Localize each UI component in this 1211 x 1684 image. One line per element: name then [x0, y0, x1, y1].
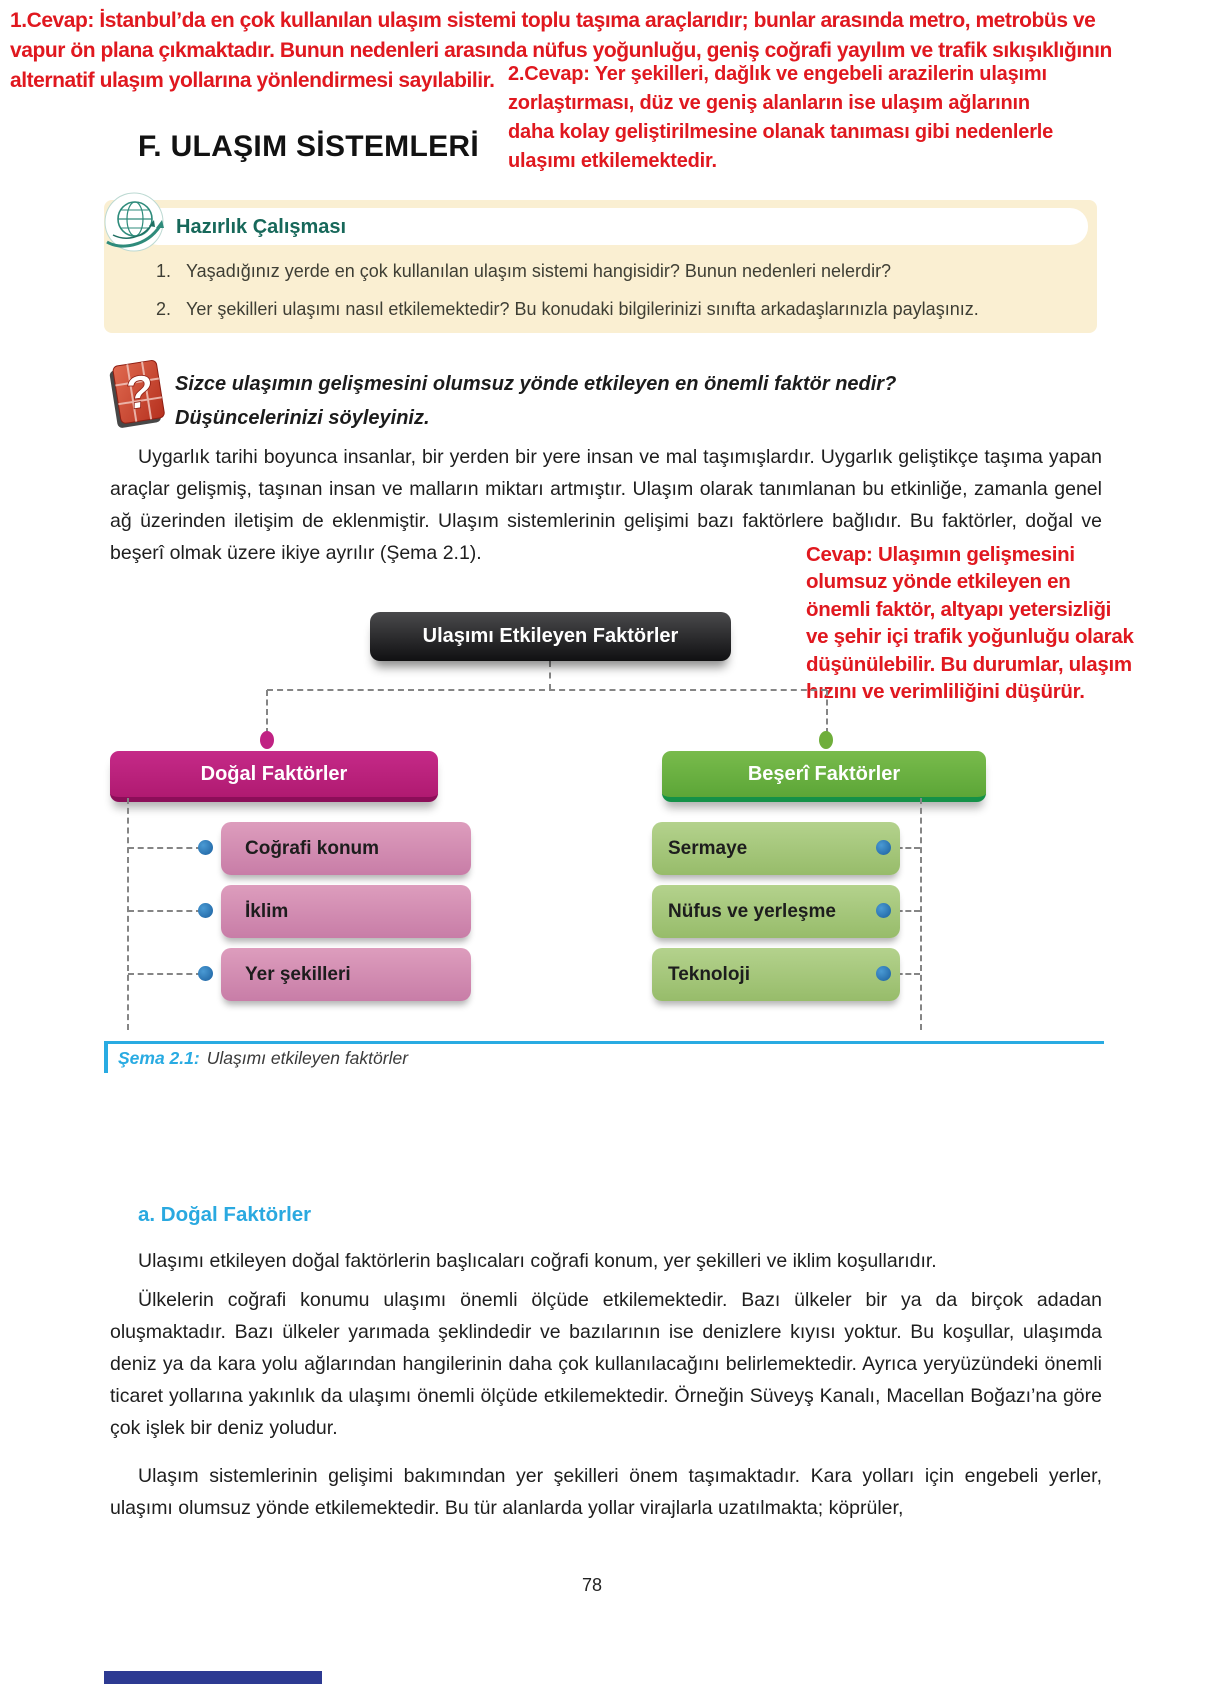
- annotation-line: olumsuz yönde etkileyen en: [806, 570, 1071, 594]
- discussion-line: Sizce ulaşımın gelişmesini olumsuz yönde etkileyen en önemli faktör nedir?: [175, 373, 897, 395]
- question-text: Yaşadığınız yerde en çok kullanılan ulaşım sistemi hangisidir? Bunun nedenleri nelerdir?: [186, 261, 892, 281]
- paragraph-intro: Uygarlık tarihi boyunca insanlar, bir yerden bir yere insan ve mal taşımışlardır. Uygarlık geliştikçe taşıma yapan araçlar gelişmiş, taşınan insan ve malların miktarı artmıştır. Ulaşım olarak tanımlanan bu etkinliğe, zamanla genel ağ üzerinden iletişim de eklenmiştir. Ulaşım sistemlerinin gelişimi bazı faktörlere bağlıdır. Bu faktörler, doğal ve beşerî olmak üzere ikiye ayrılır (Şema 2.1).: [110, 446, 1102, 564]
- prep-question-2: [156, 299, 1076, 320]
- annotation-answer-2: [508, 60, 1053, 176]
- diagram-branch-natural: Doğal Faktörler: [110, 751, 438, 802]
- prep-title: Hazırlık Çalışması: [176, 216, 347, 238]
- question-number: 2.: [156, 299, 172, 319]
- connector-line: [128, 847, 202, 849]
- caption-text: Ulaşımı etkileyen faktörler: [206, 1048, 409, 1068]
- connector-dot: [876, 840, 891, 855]
- diagram-root-box: Ulaşımı Etkileyen Faktörler: [370, 612, 731, 661]
- connector-line: [267, 689, 827, 691]
- footer-accent-bar: [104, 1671, 322, 1684]
- annotation-line: ulaşımı etkilemektedir.: [508, 150, 717, 172]
- question-text: Yer şekilleri ulaşımı nasıl etkilemektedir? Bu konudaki bilgilerinizi sınıfta arkadaşlarınızla paylaşınız.: [186, 299, 979, 319]
- diagram-item-population: Nüfus ve yerleşme: [652, 885, 900, 938]
- prep-activity-box: [104, 200, 1097, 333]
- connector-dot: [876, 966, 891, 981]
- connector-line: [920, 798, 922, 1030]
- branch-node-dot: [819, 731, 833, 749]
- paragraph-geographic-position: Ülkelerin coğrafi konumu ulaşımı önemli ölçüde etkilemektedir. Bazı ülkeler bir ya da birçok adadan oluşmaktadır. Bazı ülkeler yarımada şeklindedir ve bazılarının ise denizlere kıyısı yoktur. Bu koşullar, ulaşımda deniz ya da kara yolu ağlarından hangilerinin daha çok kullanılacağını belirlemektedir. Ayrıca yeryüzündeki önemli ticaret yollarına yakınlık da ulaşımı önemli ölçüde etkilemektedir. Örneğin Süveyş Kanalı, Macellan Boğazı’na göre çok işlek bir deniz yoludur.: [110, 1289, 1102, 1439]
- globe-arrows-icon: [100, 186, 170, 262]
- connector-dot: [876, 903, 891, 918]
- svg-text:?: ?: [120, 363, 157, 420]
- question-number: 1.: [156, 261, 172, 281]
- annotation-line: zorlaştırması, düz ve geniş alanların ise ulaşım ağlarının: [508, 92, 1030, 114]
- question-tiles-icon: [106, 356, 170, 432]
- annotation-line: ve şehir içi trafik yoğunluğu olarak: [806, 625, 1134, 649]
- connector-line: [549, 661, 551, 690]
- connector-line: [826, 690, 828, 734]
- page-title: F. ULAŞIM SİSTEMLERİ: [138, 130, 480, 163]
- caption-label: Şema 2.1:: [118, 1048, 200, 1068]
- annotation-line: vapur ön plana çıkmaktadır. Bunun nedenleri arasında nüfus yoğunluğu, geniş coğrafi yayılım ve trafik sıkışıklığının: [10, 39, 1112, 62]
- diagram-branch-human: Beşerî Faktörler: [662, 751, 986, 802]
- annotation-line: 2.Cevap: Yer şekilleri, dağlık ve engebeli arazilerin ulaşımı: [508, 63, 1047, 85]
- annotation-line: düşünülebilir. Bu durumlar, ulaşım: [806, 652, 1132, 676]
- annotation-line: daha kolay geliştirilmesine olanak tanıması gibi nedenlerle: [508, 121, 1054, 143]
- discussion-line: Düşüncelerinizi söyleyiniz.: [175, 407, 430, 429]
- diagram-item-climate: İklim: [221, 885, 471, 938]
- section-heading: a. Doğal Faktörler: [138, 1203, 312, 1226]
- annotation-line: alternatif ulaşım yollarına yönlendirmesi sayılabilir.: [10, 69, 495, 92]
- paragraph-landforms: Ulaşım sistemlerinin gelişimi bakımından yer şekilleri önem taşımaktadır. Kara yolları için engebeli yerler, ulaşımı olumsuz yönde etkilemektedir. Bu tür alanlarda yollar virajlarla uzatılmakta; köprüler,: [110, 1465, 1102, 1519]
- prep-question-1: [156, 261, 1076, 282]
- connector-line: [127, 798, 129, 1030]
- annotation-line: 1.Cevap: İstanbul’da en çok kullanılan ulaşım sistemi toplu taşıma araçlarıdır; bunlar arasında metro, metrobüs ve: [10, 9, 1096, 32]
- paragraph-natural-factors: Ulaşımı etkileyen doğal faktörlerin başlıcaları coğrafi konum, yer şekilleri ve iklim koşullarıdır.: [138, 1250, 937, 1272]
- annotation-answer-3: [806, 541, 1134, 705]
- diagram-item-geographic-location: Coğrafi konum: [221, 822, 471, 875]
- figure-caption: [118, 1048, 408, 1069]
- annotation-line: hızını ve verimliliğini düşürür.: [806, 680, 1085, 704]
- annotation-line: önemli faktör, altyapı yetersizliği: [806, 597, 1112, 621]
- connector-line: [128, 973, 202, 975]
- diagram-item-landforms: Yer şekilleri: [221, 948, 471, 1001]
- connector-dot: [198, 840, 213, 855]
- annotation-line: Cevap: Ulaşımın gelişmesini: [806, 543, 1075, 566]
- discussion-question: [175, 367, 896, 435]
- connector-dot: [198, 903, 213, 918]
- page-number: 78: [581, 1575, 603, 1595]
- caption-accent-bar: [104, 1041, 108, 1073]
- connector-dot: [198, 966, 213, 981]
- connector-line: [128, 910, 202, 912]
- diagram-item-technology: Teknoloji: [652, 948, 900, 1001]
- diagram-item-capital: Sermaye: [652, 822, 900, 875]
- caption-rule: [104, 1041, 1104, 1044]
- connector-line: [266, 690, 268, 734]
- branch-node-dot: [260, 731, 274, 749]
